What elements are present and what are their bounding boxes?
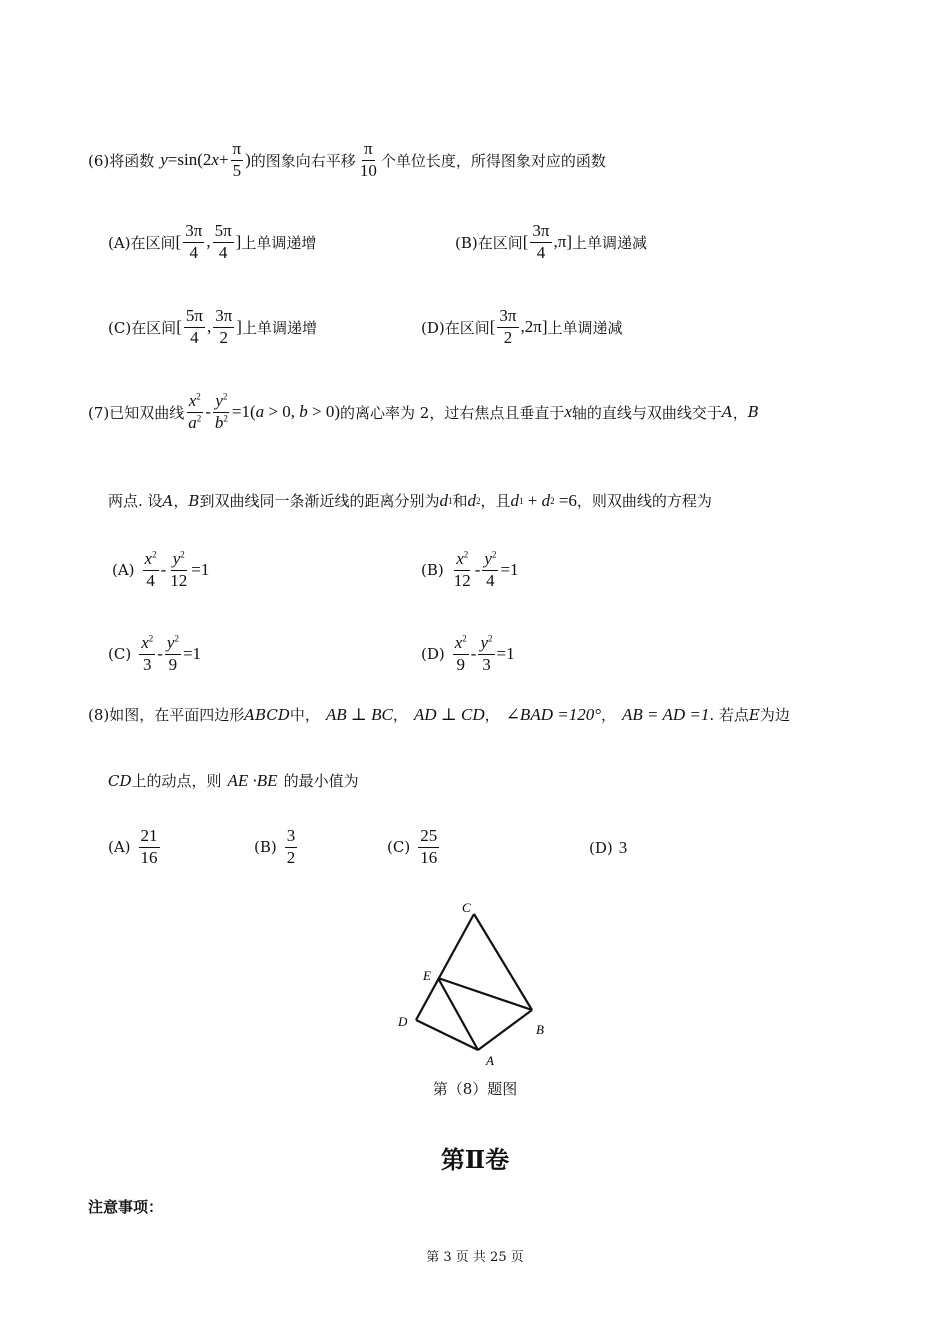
q7-option-c: (C) $\frac{x^2}{3}$ - $\frac{y^2}{9}$ =1 xyxy=(108,633,202,674)
label-e: E xyxy=(423,968,431,983)
q8-option-a: (A) $\frac{21}{16}$ xyxy=(108,826,158,867)
edge-c-d xyxy=(416,914,474,1020)
q6-func-close: ) xyxy=(245,150,251,170)
q7-stem: (7)已知双曲线 $\frac{x^2}{a^2}$ - $\frac{y^2}{b^2}$ =1( a > 0, b > 0) 的离心率为 2，过右焦点且垂直于 x 轴的直线与双曲线交于 A ， B xyxy=(88,391,759,432)
q6-frac-pi-10: $\frac{\pi}{10}$ xyxy=(359,139,377,180)
q6-option-a: (A)在区间 [ $\frac{3\pi}{4}$ , $\frac{5\pi}{4}$ ] 上单调递增 xyxy=(108,221,317,262)
q6-option-b: (B)在区间 [ $\frac{3\pi}{4}$ , π ] 上单调递减 xyxy=(455,221,648,262)
q6-func-plus: + xyxy=(218,150,229,170)
label-d: D xyxy=(398,1014,408,1029)
q6-option-d: (D)在区间 [ $\frac{3\pi}{2}$ , 2π ] 上单调递减 xyxy=(421,306,623,347)
q6-func-eq: =sin(2 xyxy=(167,150,212,170)
q8-option-d: (D) 3 xyxy=(589,838,628,857)
q7-frac-x2-a2: $\frac{x^2}{a^2}$ xyxy=(188,391,202,432)
q6-frac-pi-5: $\frac{\pi}{5}$ xyxy=(232,139,242,180)
label-c: C xyxy=(462,900,471,915)
q7-option-b: (B) $\frac{x^2}{12}$ - $\frac{y^2}{4}$ =1 xyxy=(421,549,519,590)
q6-stem xyxy=(88,140,606,180)
label-b: B xyxy=(536,1022,544,1037)
edge-c-b xyxy=(474,914,532,1010)
q8-stem: (8)如图，在平面四边形 ABCD 中， AB ⊥ BC ， AD ⊥ CD ， ∠BAD =120° ， AB = AD =1 . 若点 E 为边 xyxy=(88,704,790,724)
notes-heading: 注意事项： xyxy=(88,1198,164,1216)
q7-line2: 两点. 设 A ， B 到双曲线同一条渐近线的距离分别为 d 1 和 d 2 ，且 d 1 + d 2 =6 ，则双曲线的方程为 xyxy=(108,490,712,510)
q7-option-d: (D) $\frac{x^2}{9}$ - $\frac{y^2}{3}$ =1 xyxy=(421,633,515,674)
q6-func-y: y xyxy=(160,150,168,170)
q7-frac-y2-b2: $\frac{y^2}{b^2}$ xyxy=(214,391,228,432)
section-heading: 第Ⅱ卷 xyxy=(440,1145,510,1174)
q8-line2: CD 上的动点，则 AE ·BE 的最小值为 xyxy=(108,770,359,790)
q8-figure xyxy=(390,900,560,1100)
q8-option-b: (B) $\frac{3}{2}$ xyxy=(254,826,296,867)
q6-stem-pre: (6)将函数 xyxy=(88,151,155,170)
q6-option-c: (C)在区间 [ $\frac{5\pi}{4}$ , $\frac{3\pi}{2}$ ] 上单调递增 xyxy=(108,306,317,347)
q8-option-c: (C) $\frac{25}{16}$ xyxy=(387,826,438,867)
label-a: A xyxy=(486,1053,494,1068)
q6-stem-post: 个单位长度，所得图象对应的函数 xyxy=(380,151,606,170)
q6-stem-mid: 的图象向右平移 xyxy=(250,151,356,170)
q8-figure-caption: 第（8）题图 xyxy=(432,1080,518,1098)
q6-func-x: x xyxy=(211,150,219,170)
edge-a-b xyxy=(478,1010,532,1050)
q7-option-a: (A) $\frac{x^2}{4}$ - $\frac{y^2}{12}$ =1 xyxy=(112,549,210,590)
page-footer: 第 3 页 共 25 页 xyxy=(426,1250,524,1265)
